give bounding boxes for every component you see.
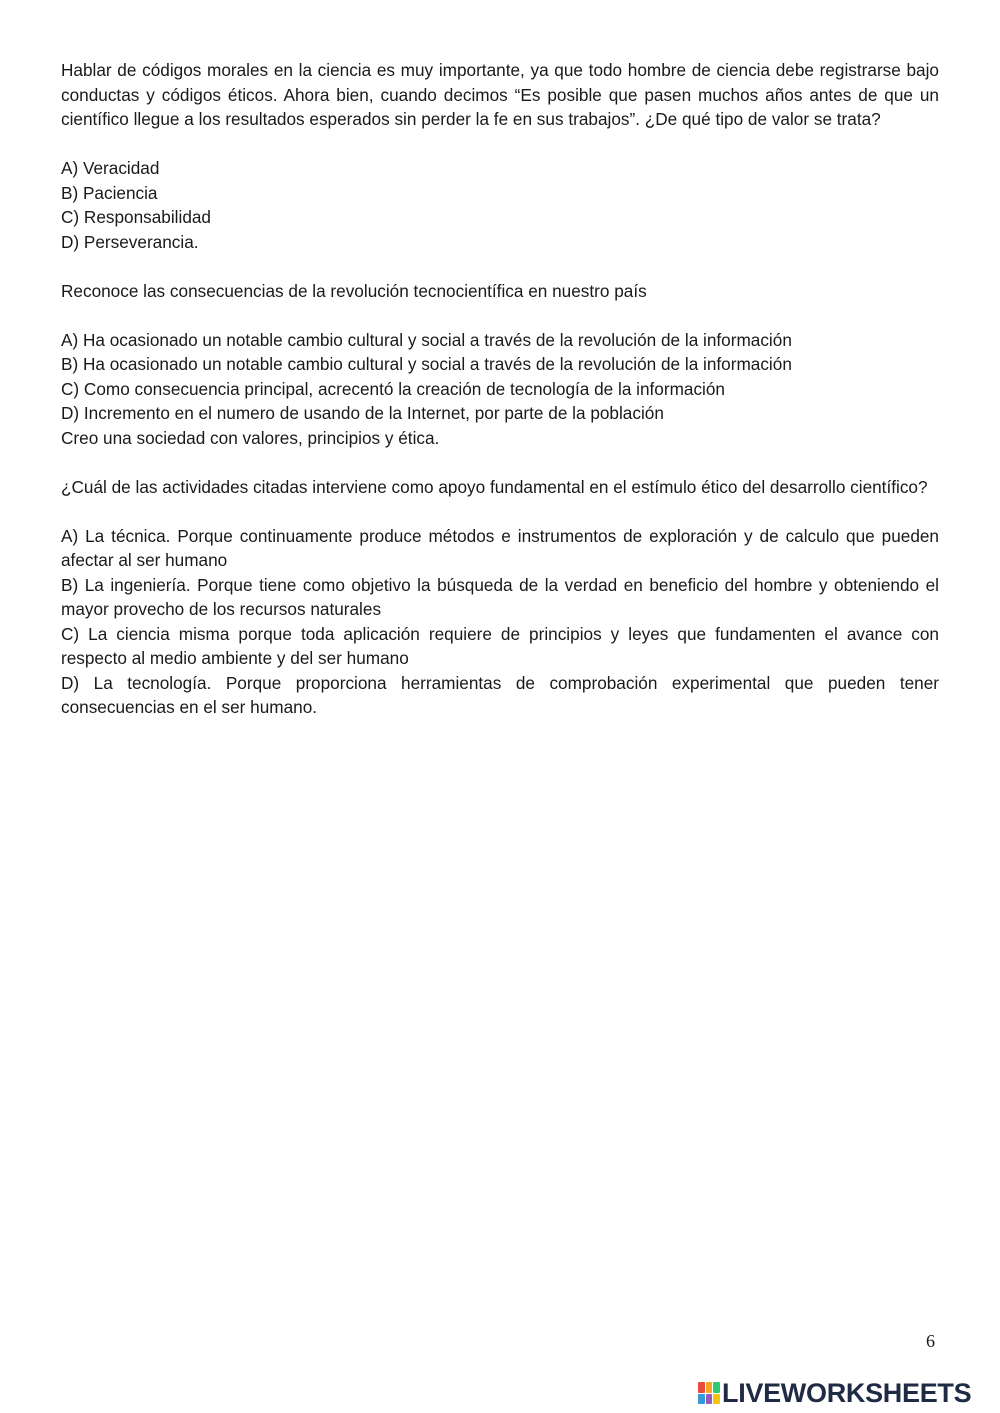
liveworksheets-logo-icon	[698, 1382, 720, 1404]
option-d[interactable]: D) Perseverancia.	[61, 231, 199, 252]
option-b[interactable]: B) Paciencia	[61, 182, 158, 203]
question-text: ¿Cuál de las actividades citadas interviene como apoyo fundamental en el estímulo ético del desarrollo científico?	[61, 476, 928, 497]
option-list	[61, 156, 939, 254]
option-b[interactable]: B) La ingeniería. Porque tiene como objetivo la búsqueda de la verdad en beneficio del hombre y obteniendo el mayor provecho de los recursos naturales	[61, 574, 939, 619]
option-b[interactable]: B) Ha ocasionado un notable cambio cultural y social a través de la revolución de la información	[61, 354, 792, 374]
option-a[interactable]: A) Ha ocasionado un notable cambio cultural y social a través de la revolución de la información	[61, 329, 792, 350]
question-block-3	[61, 475, 939, 720]
option-d[interactable]: D) Incremento en el numero de usando de la Internet, por parte de la población	[61, 403, 664, 423]
option-c[interactable]: C) Como consecuencia principal, acrecentó la creación de tecnología de la información	[61, 378, 725, 399]
question-block-2	[61, 279, 939, 451]
option-c[interactable]: C) La ciencia misma porque toda aplicación requiere de principios y leyes que fundamenten el avance con respecto al medio ambiente y del ser humano	[61, 623, 939, 668]
question-text: Reconoce las consecuencias de la revolución tecnocientífica en nuestro país	[61, 280, 647, 301]
question-text: Hablar de códigos morales en la ciencia es muy importante, ya que todo hombre de ciencia debe registrarse bajo conductas y códigos éticos. Ahora bien, cuando decimos “Es posible que pasen muchos años antes de que un científico llegue a los resultados esperados sin perder la fe en sus trabajos”. ¿De qué tipo de valor se trata?	[61, 60, 939, 129]
page-number: 6	[926, 1331, 935, 1351]
option-list	[61, 524, 939, 720]
option-a[interactable]: A) Veracidad	[61, 158, 160, 178]
option-list	[61, 328, 939, 451]
worksheet-page	[61, 58, 939, 744]
liveworksheets-brand[interactable]	[698, 1380, 971, 1406]
brand-name: LIVEWORKSHEETS	[722, 1378, 972, 1408]
question-block-1	[61, 58, 939, 254]
option-d[interactable]: D) La tecnología. Porque proporciona herramientas de comprobación experimental que pueden tener consecuencias en el ser humano.	[61, 672, 939, 717]
option-a[interactable]: A) La técnica. Porque continuamente produce métodos e instrumentos de exploración y de calculo que pueden afectar al ser humano	[61, 525, 939, 570]
option-e[interactable]: Creo una sociedad con valores, principios y ética.	[61, 427, 440, 448]
option-c[interactable]: C) Responsabilidad	[61, 207, 211, 227]
